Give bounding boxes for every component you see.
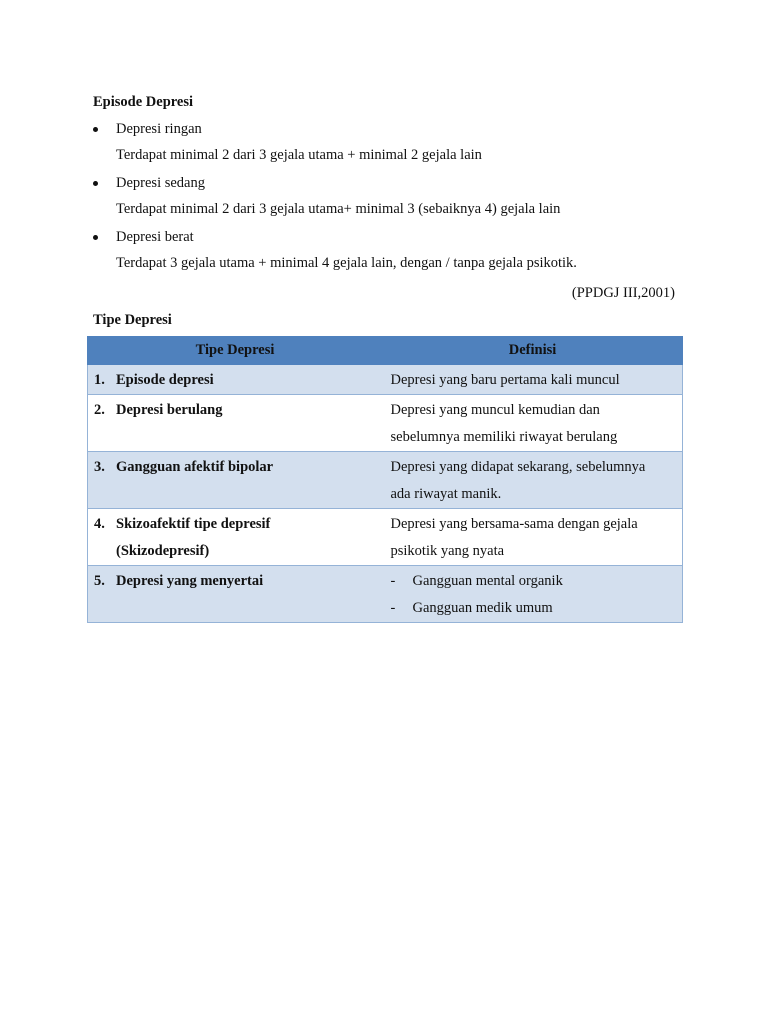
definition-cell [383,566,683,623]
dash-marker: - [390,573,396,589]
type-cell [88,365,383,395]
list-item-label: Depresi ringan [116,121,202,137]
definition-text: Depresi yang baru pertama kali muncul [390,372,620,388]
list-item-detail: Terdapat minimal 2 dari 3 gejala utama + minimal 2 gejala lain [116,147,482,163]
definition-cell [383,452,683,509]
type-text: Skizoafektif tipe depresif [116,516,271,532]
tipe-heading: Tipe Depresi [93,312,172,328]
definition-cell [383,365,683,395]
citation: (PPDGJ III,2001) [571,285,675,301]
table-row [88,395,683,452]
definition-text: Gangguan medik umum [412,600,553,616]
definition-cell [383,509,683,566]
row-number: 1. [94,372,105,388]
type-cell [88,566,383,623]
list-item [93,228,683,282]
dash-list-item [391,568,677,595]
row-number: 3. [94,459,105,475]
episode-list [93,120,683,282]
list-item-detail: Terdapat 3 gejala utama + minimal 4 gejala lain, dengan / tanpa gejala psikotik. [116,255,577,271]
table-row [88,452,683,509]
table-row [88,509,683,566]
row-number: 2. [94,402,105,418]
definition-cell [383,395,683,452]
episode-heading: Episode Depresi [93,94,194,110]
bullet-icon [93,181,98,186]
type-text: Depresi berulang [116,402,223,418]
type-text: (Skizodepresif) [116,543,210,559]
column-header-type: Tipe Depresi [88,337,383,365]
definition-text: Gangguan mental organik [412,573,563,589]
type-text: Gangguan afektif bipolar [116,459,274,475]
definition-text: psikotik yang nyata [390,543,505,559]
list-item [93,120,683,174]
bullet-icon [93,127,98,132]
type-text: Episode depresi [116,372,214,388]
table-row [88,365,683,395]
column-header-definition: Definisi [383,337,683,365]
type-cell [88,509,383,566]
list-item-label: Depresi sedang [116,175,205,191]
definition-text: Depresi yang bersama-sama dengan gejala [390,516,638,532]
list-item-detail: Terdapat minimal 2 dari 3 gejala utama+ minimal 3 (sebaiknya 4) gejala lain [116,201,561,217]
definition-text: ada riwayat manik. [390,486,502,502]
dash-marker: - [390,600,396,616]
table-row [88,566,683,623]
list-item [93,174,683,228]
table-header-row [88,337,683,365]
type-cell [88,452,383,509]
type-cell [88,395,383,452]
type-text: Depresi yang menyertai [116,573,264,589]
list-item-label: Depresi berat [116,229,194,245]
tipe-depresi-table [87,336,683,623]
row-number: 5. [94,573,105,589]
definition-text: sebelumnya memiliki riwayat berulang [390,429,618,445]
bullet-icon [93,235,98,240]
definition-text: Depresi yang muncul kemudian dan [390,402,600,418]
dash-list-item [391,595,677,622]
definition-text: Depresi yang didapat sekarang, sebelumnya [390,459,646,475]
row-number: 4. [94,516,105,532]
